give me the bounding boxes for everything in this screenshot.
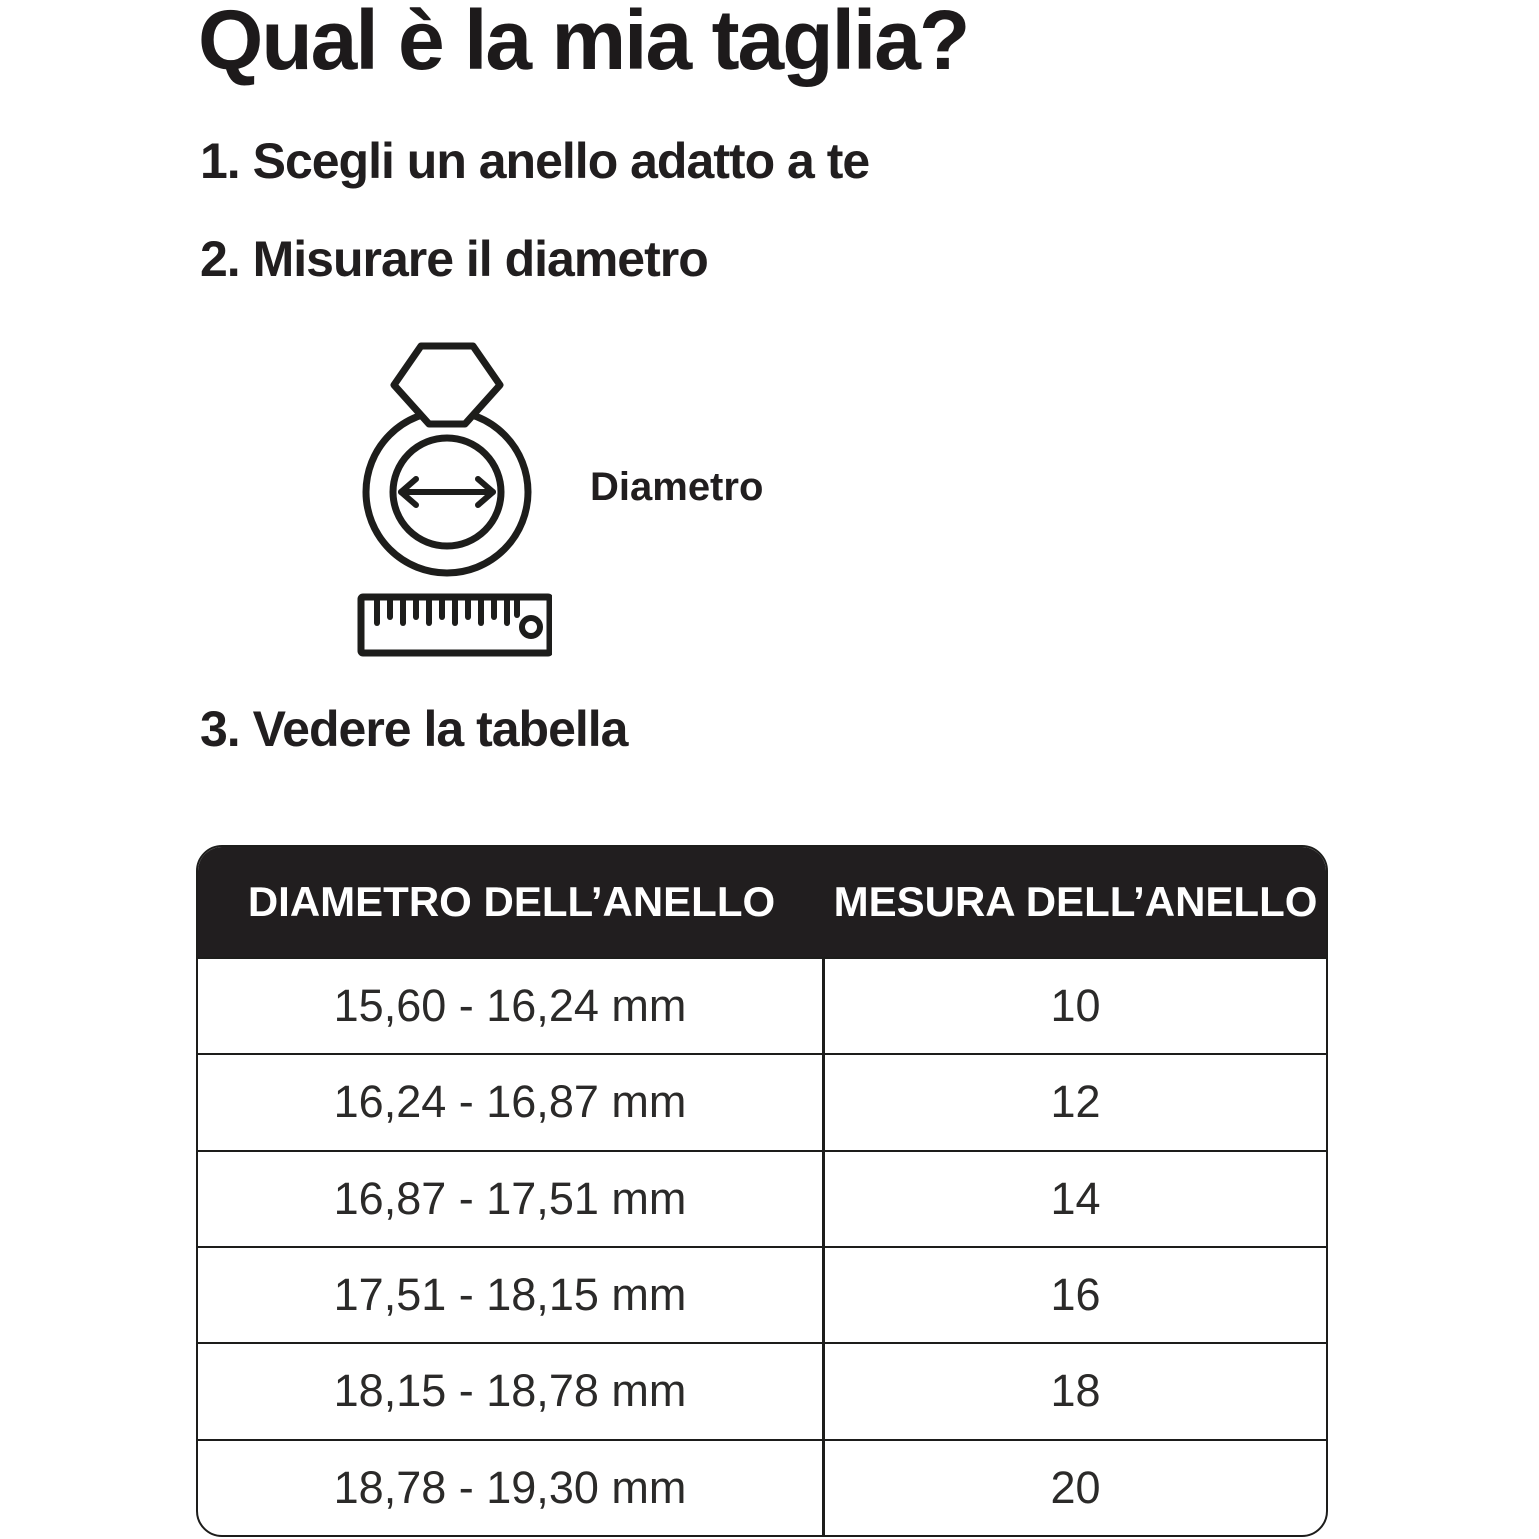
table-row — [198, 1053, 1326, 1149]
cell-ring-size: 12 — [1050, 1076, 1101, 1128]
cell-ring-size: 16 — [1050, 1269, 1101, 1321]
table-header-row — [198, 847, 1326, 957]
diametro-label: Diametro — [590, 465, 764, 509]
cell-ring-size: 14 — [1050, 1172, 1101, 1224]
ruler-icon — [361, 597, 550, 653]
ring-size-table — [196, 845, 1328, 1537]
table-header-size: MESURA DELL’ANELLO — [833, 878, 1318, 925]
cell-ring-size: 10 — [1050, 980, 1101, 1032]
table-row — [198, 957, 1326, 1053]
cell-ring-size: 18 — [1050, 1365, 1101, 1417]
page-title: Qual è la mia taglia? — [198, 0, 969, 87]
step-1-choose-ring: 1. Scegli un anello adatto a te — [200, 133, 870, 189]
table-row — [198, 1150, 1326, 1246]
cell-diameter-range: 18,15 - 18,78 mm — [198, 1344, 825, 1438]
table-row — [198, 1342, 1326, 1438]
ring-diamond-icon — [366, 346, 528, 573]
cell-diameter-range: 15,60 - 16,24 mm — [198, 959, 825, 1053]
table-row — [198, 1439, 1326, 1535]
cell-diameter-range: 16,87 - 17,51 mm — [198, 1152, 825, 1246]
table-row — [198, 1246, 1326, 1342]
cell-diameter-range: 16,24 - 16,87 mm — [198, 1055, 825, 1149]
table-header-diameter: DIAMETRO DELL’ANELLO — [247, 878, 776, 925]
step-2-measure-diameter: 2. Misurare il diametro — [200, 231, 708, 287]
step-3-see-table: 3. Vedere la tabella — [200, 701, 628, 757]
cell-diameter-range: 18,78 - 19,30 mm — [198, 1441, 825, 1535]
ring-measurement-diagram — [352, 338, 552, 660]
cell-ring-size: 20 — [1050, 1461, 1101, 1513]
cell-diameter-range: 17,51 - 18,15 mm — [198, 1248, 825, 1342]
